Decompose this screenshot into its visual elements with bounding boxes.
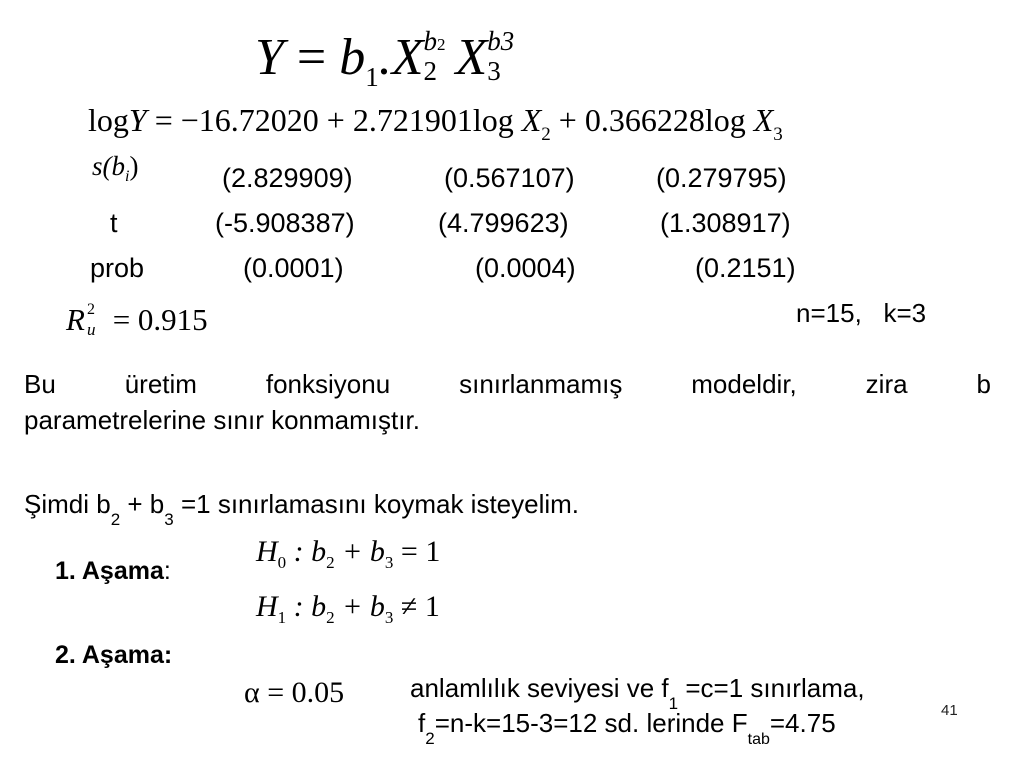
h1-h: H xyxy=(256,590,278,623)
prob-value-2: (0.0004) xyxy=(475,253,576,283)
log-eq-x2: X xyxy=(521,102,542,138)
r2-r: R xyxy=(66,302,85,337)
h1-sub-2: 2 xyxy=(326,608,335,627)
r-squared xyxy=(66,302,208,341)
ann-l1-post: =c=1 sınırlama, xyxy=(678,673,865,703)
log-eq-x3: X xyxy=(753,102,774,138)
para-word: sınırlanmamış xyxy=(459,369,623,399)
h0-h: H xyxy=(256,535,278,568)
restriction-pre: Şimdi b xyxy=(24,489,111,519)
h0-body: : b xyxy=(286,535,327,568)
h0-sub-2: 2 xyxy=(326,553,335,572)
stage-1-label: 1. Aşama xyxy=(55,557,164,585)
h0-sub-3: 3 xyxy=(384,553,394,572)
r2-sup: 2 xyxy=(86,300,95,318)
restriction-statement xyxy=(24,489,580,530)
log-eq-sub3: 3 xyxy=(773,124,783,145)
stage-1-colon: : xyxy=(163,557,171,585)
h1-rhs: ≠ 1 xyxy=(393,590,440,623)
eq-sub-2: 2 xyxy=(423,56,438,86)
h1-sub-3: 3 xyxy=(384,608,394,627)
se-value-3: (0.279795) xyxy=(656,163,787,193)
restriction-mid: + b xyxy=(120,489,165,519)
annotation-line-1 xyxy=(410,673,865,714)
paragraph-line-2: parametrelerine sınır konmamıştır. xyxy=(24,405,420,435)
ann-l2-f: f xyxy=(418,708,426,738)
ann-l2-tab: tab xyxy=(747,731,770,749)
ann-l2-sub: 2 xyxy=(425,729,435,749)
h0-plus: + b xyxy=(334,535,385,568)
null-hypothesis xyxy=(256,535,441,572)
h1-sub: 1 xyxy=(277,608,287,627)
eq-sub-1: 1 xyxy=(365,62,379,92)
eq-sub-3: 3 xyxy=(487,56,501,86)
eq-dot-x: .X xyxy=(378,29,424,86)
restriction-sub2: 2 xyxy=(110,510,121,530)
se-label xyxy=(92,151,139,185)
se-value-1: (2.829909) xyxy=(222,163,353,193)
h0-rhs: = 1 xyxy=(393,535,441,568)
eq-y: Y xyxy=(255,29,284,86)
para-word: b xyxy=(976,369,991,399)
model-equation xyxy=(255,26,527,92)
log-eq-y: Y xyxy=(128,102,147,138)
log-eq-body: = −16.72020 + 2.721901log xyxy=(146,102,522,138)
eq-sup-b3: b3 xyxy=(487,26,515,56)
se-label-close: ) xyxy=(129,151,139,181)
h1-body: : b xyxy=(286,590,327,623)
se-label-s: s(b xyxy=(92,151,125,181)
ann-l1-sub: 1 xyxy=(668,694,679,714)
r2-value: = 0.915 xyxy=(104,302,208,337)
t-value-1: (-5.908387) xyxy=(215,208,355,238)
prob-value-3: (0.2151) xyxy=(695,253,796,283)
restriction-sub3: 3 xyxy=(164,510,174,530)
log-eq-plus: + 0.366228log xyxy=(550,102,754,138)
ann-l2-val: =4.75 xyxy=(769,708,836,738)
annotation-line-2 xyxy=(418,708,836,749)
ann-l1-pre: anlamlılık seviyesi ve f xyxy=(410,673,669,703)
explanation-paragraph xyxy=(24,366,991,438)
para-word: zira xyxy=(865,369,908,399)
restriction-post: =1 sınırlamasını koymak isteyelim. xyxy=(173,489,580,519)
para-word: üretim xyxy=(124,369,197,399)
sample-size-text: n=15, k=3 xyxy=(796,298,927,328)
t-value-2: (4.799623) xyxy=(438,208,569,238)
eq-x3: X xyxy=(455,29,488,86)
alternative-hypothesis xyxy=(256,590,440,627)
se-label-i: i xyxy=(125,168,130,185)
h1-plus: + b xyxy=(334,590,385,623)
paragraph-line-1 xyxy=(24,366,991,402)
t-label: t xyxy=(110,208,118,238)
t-value-3: (1.308917) xyxy=(660,208,791,238)
stage-1-heading xyxy=(55,557,171,586)
eq-sup-b2: b2 xyxy=(423,26,446,56)
ann-l2-mid: =n-k=15-3=12 sd. lerinde F xyxy=(434,708,748,738)
para-word: modeldir, xyxy=(691,369,797,399)
log-eq-sub2: 2 xyxy=(541,124,551,145)
prob-value-1: (0.0001) xyxy=(243,253,344,283)
eq-equals: = xyxy=(296,29,327,86)
para-word: fonksiyonu xyxy=(265,369,391,399)
h0-sub: 0 xyxy=(277,553,287,572)
prob-label: prob xyxy=(90,253,145,283)
log-eq-log: log xyxy=(88,102,129,138)
para-word: Bu xyxy=(24,369,56,399)
se-value-2: (0.567107) xyxy=(444,163,575,193)
log-equation xyxy=(88,102,783,145)
page-number: 41 xyxy=(941,702,958,719)
alpha-level: α = 0.05 xyxy=(244,676,345,709)
eq-b: b xyxy=(339,29,366,86)
stage-2-heading: 2. Aşama: xyxy=(55,641,173,669)
r2-sub: u xyxy=(86,319,96,339)
